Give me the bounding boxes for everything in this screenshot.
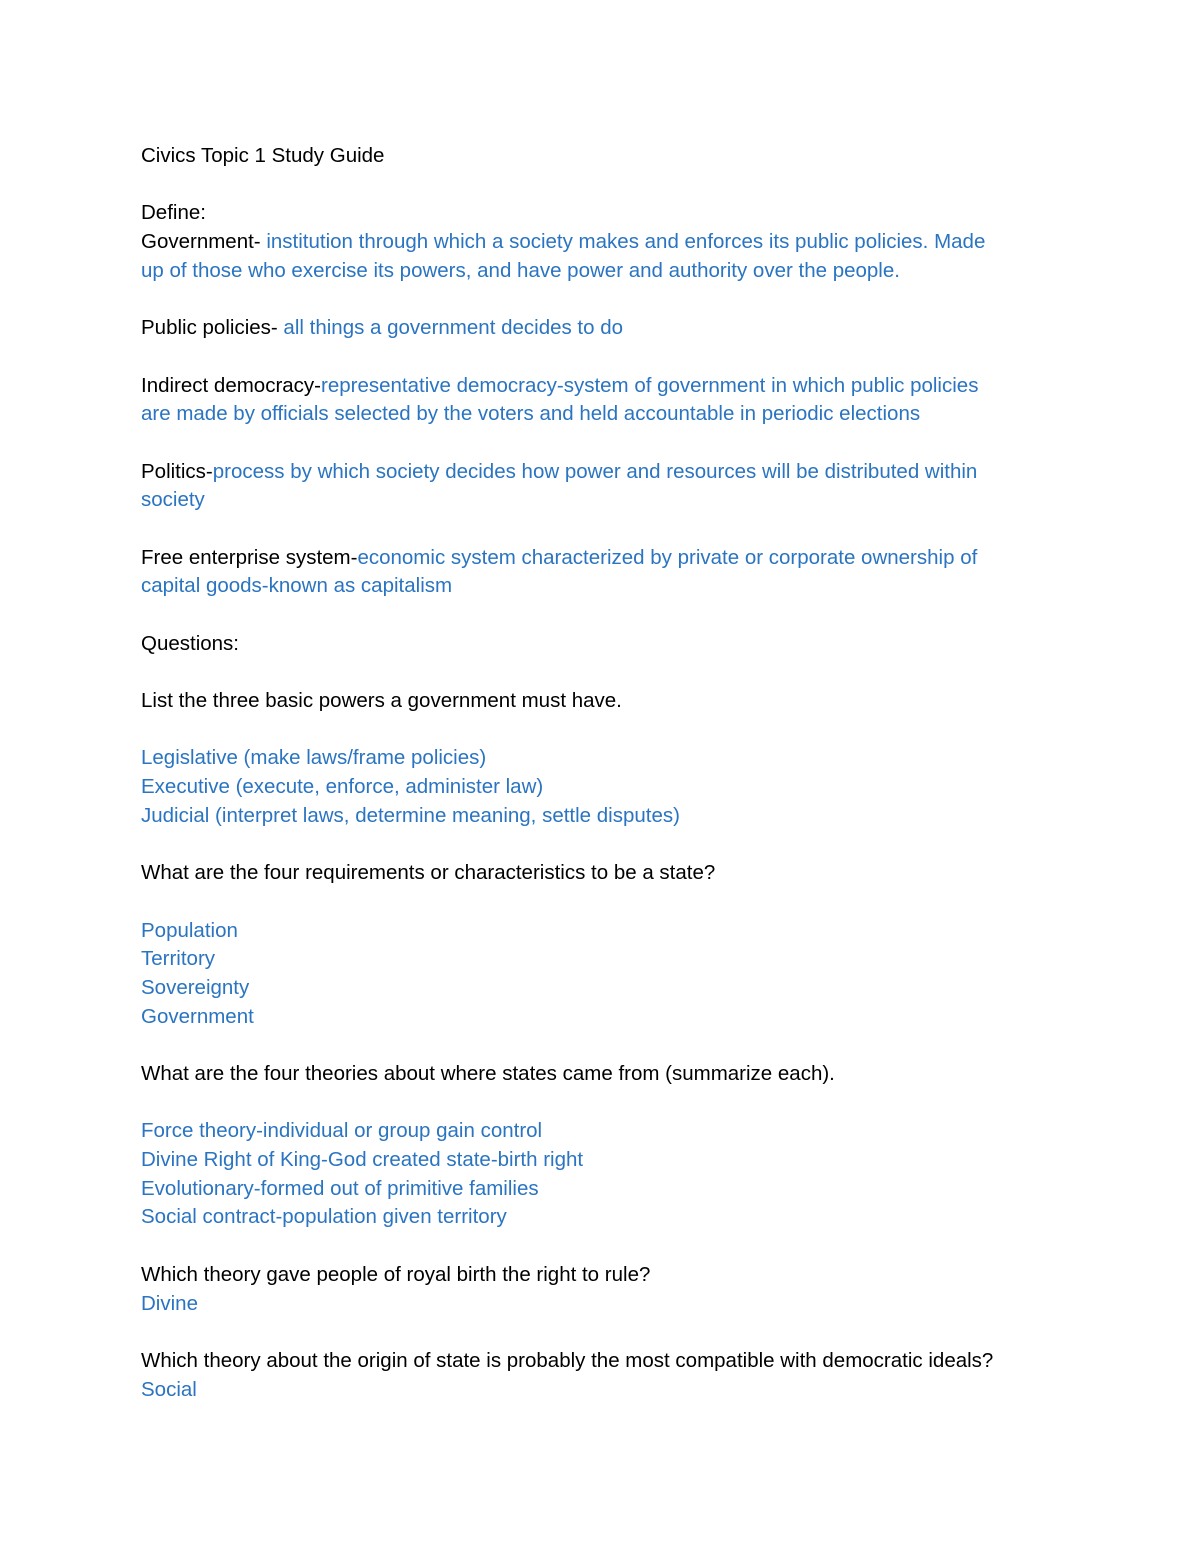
definition-politics (141, 458, 1101, 487)
definition-answer: institution through which a society makes and enforces its public policies. Made (260, 230, 986, 254)
answer-item: Population (141, 918, 238, 942)
spacer (141, 285, 1101, 314)
spacer (141, 716, 1101, 745)
spacer (141, 1031, 1101, 1060)
question-state-theories: What are the four theories about where states came from (summarize each). (141, 1062, 835, 1085)
spacer (141, 515, 1101, 544)
answer-item: Social contract-population given territory (141, 1205, 507, 1229)
definition-public-policies (141, 314, 1101, 343)
spacer (141, 343, 1101, 372)
answer-item: Divine (141, 1291, 198, 1315)
spacer (141, 888, 1101, 917)
answer-item: Force theory-individual or group gain control (141, 1119, 543, 1143)
spacer (141, 171, 1101, 200)
document-title: Civics Topic 1 Study Guide (141, 144, 385, 167)
questions-heading: Questions: (141, 631, 239, 655)
answer-item: Government (141, 1004, 254, 1028)
definition-answer: process by which society decides how power and resources will be distributed within (212, 459, 978, 483)
answer-item: Legislative (make laws/frame policies) (141, 746, 487, 770)
definition-term: Public policies- (141, 316, 278, 340)
spacer (141, 429, 1101, 458)
question-state-requirements: What are the four requirements or characteristics to be a state? (141, 861, 716, 885)
question-royal-birth: Which theory gave people of royal birth the right to rule? (141, 1262, 651, 1286)
answer-item: Territory (141, 947, 216, 971)
definition-answer-continued: up of those who exercise its powers, and have power and authority over the people. (141, 258, 900, 282)
answer-item: Evolutionary-formed out of primitive families (141, 1176, 539, 1200)
definition-free-enterprise (141, 544, 1101, 573)
definition-term: Politics- (141, 459, 213, 483)
answer-item: Social (141, 1377, 197, 1401)
answer-item: Divine Right of King-God created state-birth right (141, 1148, 584, 1172)
definition-indirect-democracy (141, 372, 1101, 401)
definition-answer-continued: capital goods-known as capitalism (141, 574, 453, 598)
answer-item: Sovereignty (141, 975, 250, 999)
spacer (141, 1089, 1101, 1118)
definition-government (141, 228, 1101, 257)
definition-answer-continued: are made by officials selected by the voters and held accountable in periodic elections (141, 402, 921, 426)
question-democratic-ideals: Which theory about the origin of state is probably the most compatible with democratic ideals? (141, 1348, 994, 1372)
definition-term: Free enterprise system- (141, 545, 358, 569)
answer-item: Judicial (interpret laws, determine meaning, settle disputes) (141, 803, 680, 827)
definition-answer: all things a government decides to do (277, 316, 624, 340)
definition-answer-continued: society (141, 488, 205, 512)
spacer (141, 1318, 1101, 1347)
definition-term: Government- (141, 230, 261, 254)
answer-item: Executive (execute, enforce, administer law) (141, 775, 544, 799)
study-guide-page (141, 142, 1101, 1404)
definition-answer: representative democracy-system of government in which public policies (321, 373, 979, 397)
spacer (141, 658, 1101, 687)
define-heading: Define: (141, 201, 206, 225)
spacer (141, 831, 1101, 860)
definition-answer: economic system characterized by private or corporate ownership of (357, 545, 978, 569)
spacer (141, 601, 1101, 630)
definition-term: Indirect democracy- (141, 373, 322, 397)
spacer (141, 1232, 1101, 1261)
question-three-powers: List the three basic powers a government must have. (141, 689, 622, 713)
